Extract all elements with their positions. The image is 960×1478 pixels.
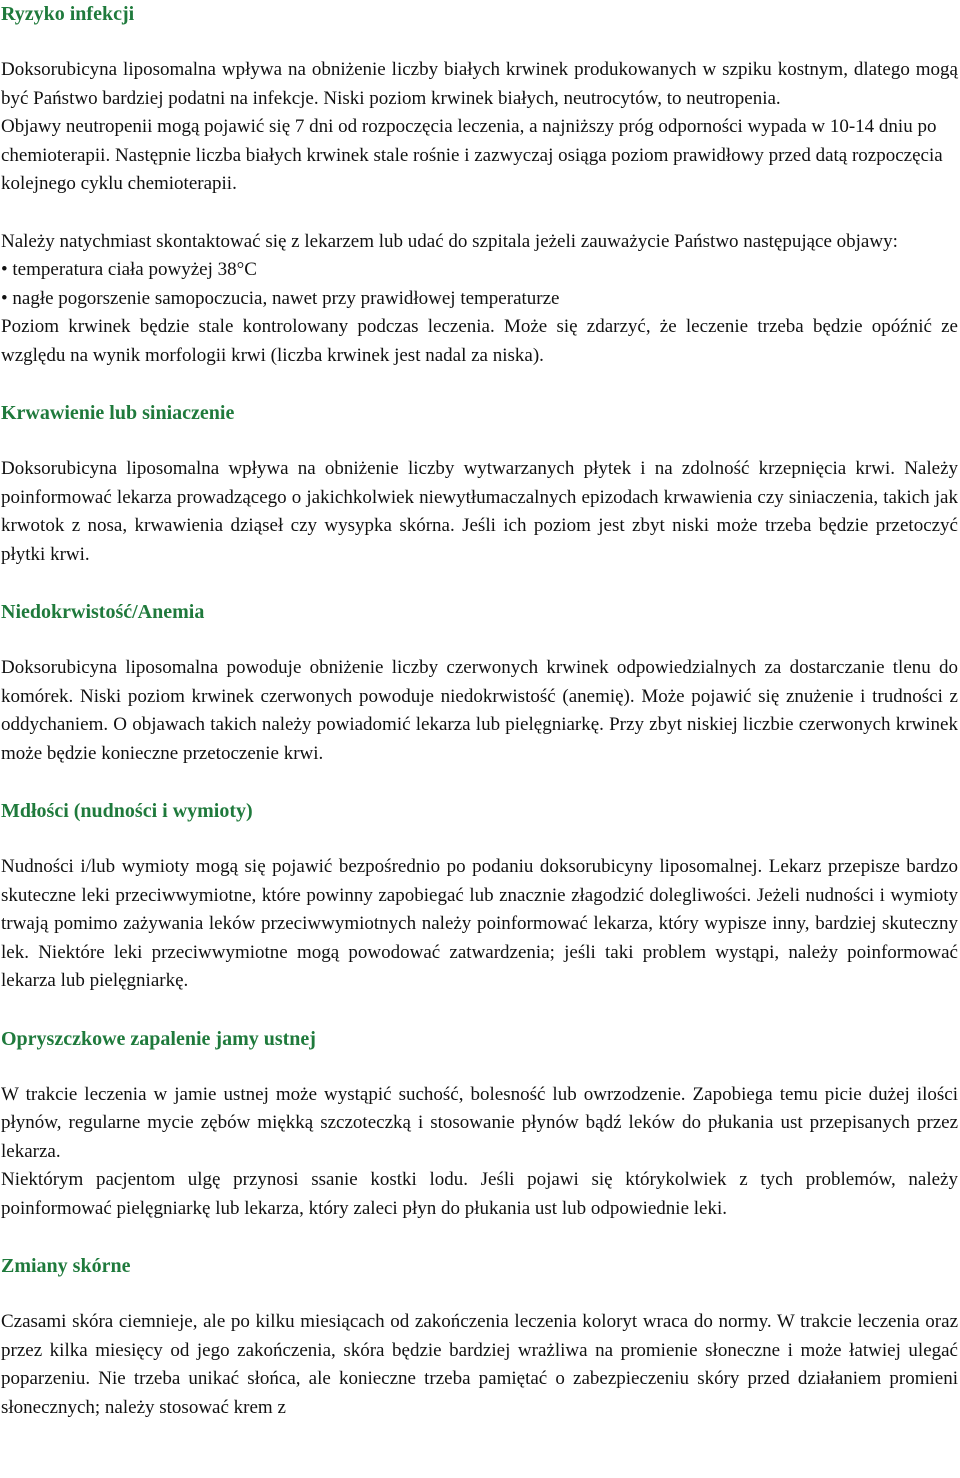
section-skin [1,1252,958,1422]
spacer [1,1223,958,1252]
section-bleeding [1,399,958,598]
bullet-item-wellbeing: • nagłe pogorszenie samopoczucia, nawet przy prawidłowej temperaturze [1,285,958,314]
section-stomatitis [1,1025,958,1253]
heading-nausea: Mdłości (nudności i wymioty) [1,800,253,822]
spacer [1,370,958,399]
heading-anemia: Niedokrwistość/Anemia [1,601,205,623]
paragraph-stomatitis-2: Niektórym pacjentom ulgę przynosi ssanie kostki lodu. Jeśli pojawi się którykolwiek z tych problemów, należy poinformować pielęgniarkę lub lekarza, który zaleci płyn do płukania ust lub odpowiednie leki. [1,1169,958,1219]
section-infection [1,0,958,399]
spacer [1,768,958,797]
heading-skin: Zmiany skórne [1,1255,131,1277]
paragraph-anemia: Doksorubicyna liposomalna powoduje obniżenie liczby czerwonych krwinek odpowiedzialnych za dostarczanie tlenu do komórek. Niski poziom krwinek czerwonych powoduje niedokrwistość (anemię). Może pojawić się znużenie i trudności z oddychaniem. O objawach takich należy powiadomić lekarza lub pielęgniarkę. Przy zbyt niskiej liczbie czerwonych krwinek może będzie konieczne przetoczenie krwi. [1,657,958,764]
spacer [1,199,958,228]
paragraph-infection-2-end: Poziom krwinek będzie stale kontrolowany podczas leczenia. Może się zdarzyć, że leczenie trzeba będzie opóźnić ze względu na wynik morfologii krwi (liczba krwinek jest nadal za niska). [1,316,958,366]
paragraph-skin: Czasami skóra ciemnieje, ale po kilku miesiącach od zakończenia leczenia koloryt wraca do normy. W trakcie leczenia oraz przez kilka miesięcy od jego zakończenia, skóra będzie bardziej wrażliwa na promienie słoneczne i może łatwiej ulegać poparzeniu. Nie trzeba unikać słońca, ale konieczne trzeba pamiętać o zabezpieczeniu skóry przed działaniem promieni słonecznych; należy stosować krem z [1,1311,958,1418]
bullet-item-temperature: • temperatura ciała powyżej 38°C [1,256,958,285]
spacer [1,996,958,1025]
heading-bleeding: Krwawienie lub siniaczenie [1,402,235,424]
section-anemia [1,598,958,797]
heading-infection: Ryzyko infekcji [1,3,135,25]
section-nausea [1,797,958,1025]
paragraph-infection-2-intro: Należy natychmiast skontaktować się z lekarzem lub udać do szpitala jeżeli zauważycie Państwo następujące objawy: [1,230,898,252]
paragraph-infection-1b: Objawy neutropenii mogą pojawić się 7 dni od rozpoczęcia leczenia, a najniższy próg odporności wypada w 10-14 dniu po chemioterapii. Następnie liczba białych krwinek stale rośnie i zazwyczaj osiąga poziom prawidłowy przed datą rozpoczęcia kolejnego cyklu chemioterapii. [1,116,943,194]
paragraph-nausea: Nudności i/lub wymioty mogą się pojawić bezpośrednio po podaniu doksorubicyny liposomalnej. Lekarz przepisze bardzo skuteczne leki przeciwwymiotne, które powinny zapobiegać lub znacznie złagodzić dolegliwości. Jeżeli nudności i wymioty trwają pomimo zażywania leków przeciwwymiotnych należy poinformować lekarza, który wypisze inny, bardziej skuteczny lek. Niektóre leki przeciwwymiotne mogą powodować zatwardzenia; jeśli taki problem wystąpi, należy poinformować lekarza lub pielęgniarkę. [1,856,958,991]
paragraph-infection-1a: Doksorubicyna liposomalna wpływa na obniżenie liczby białych krwinek produkowanych w szpiku kostnym, dlatego mogą być Państwo bardziej podatni na infekcje. Niski poziom krwinek białych, neutrocytów, to neutropenia. [1,59,958,109]
paragraph-bleeding: Doksorubicyna liposomalna wpływa na obniżenie liczby wytwarzanych płytek i na zdolność krzepnięcia krwi. Należy poinformować lekarza prowadzącego o jakichkolwiek niewytłumaczalnych epizodach krwawienia czy siniaczenia, takich jak krwotok z nosa, krwawienia dziąseł czy wysypka skórna. Jeśli ich poziom jest zbyt niski może trzeba będzie przetoczyć płytki krwi. [1,458,958,565]
heading-stomatitis: Opryszczkowe zapalenie jamy ustnej [1,1027,316,1050]
spacer [1,569,958,598]
paragraph-stomatitis-1: W trakcie leczenia w jamie ustnej może wystąpić suchość, bolesność lub owrzodzenie. Zapobiega temu picie dużej ilości płynów, regularne mycie zębów miękką szczoteczką i stosowanie płynów bądź leków do płukania ust przepisanych przez lekarza. [1,1083,958,1162]
